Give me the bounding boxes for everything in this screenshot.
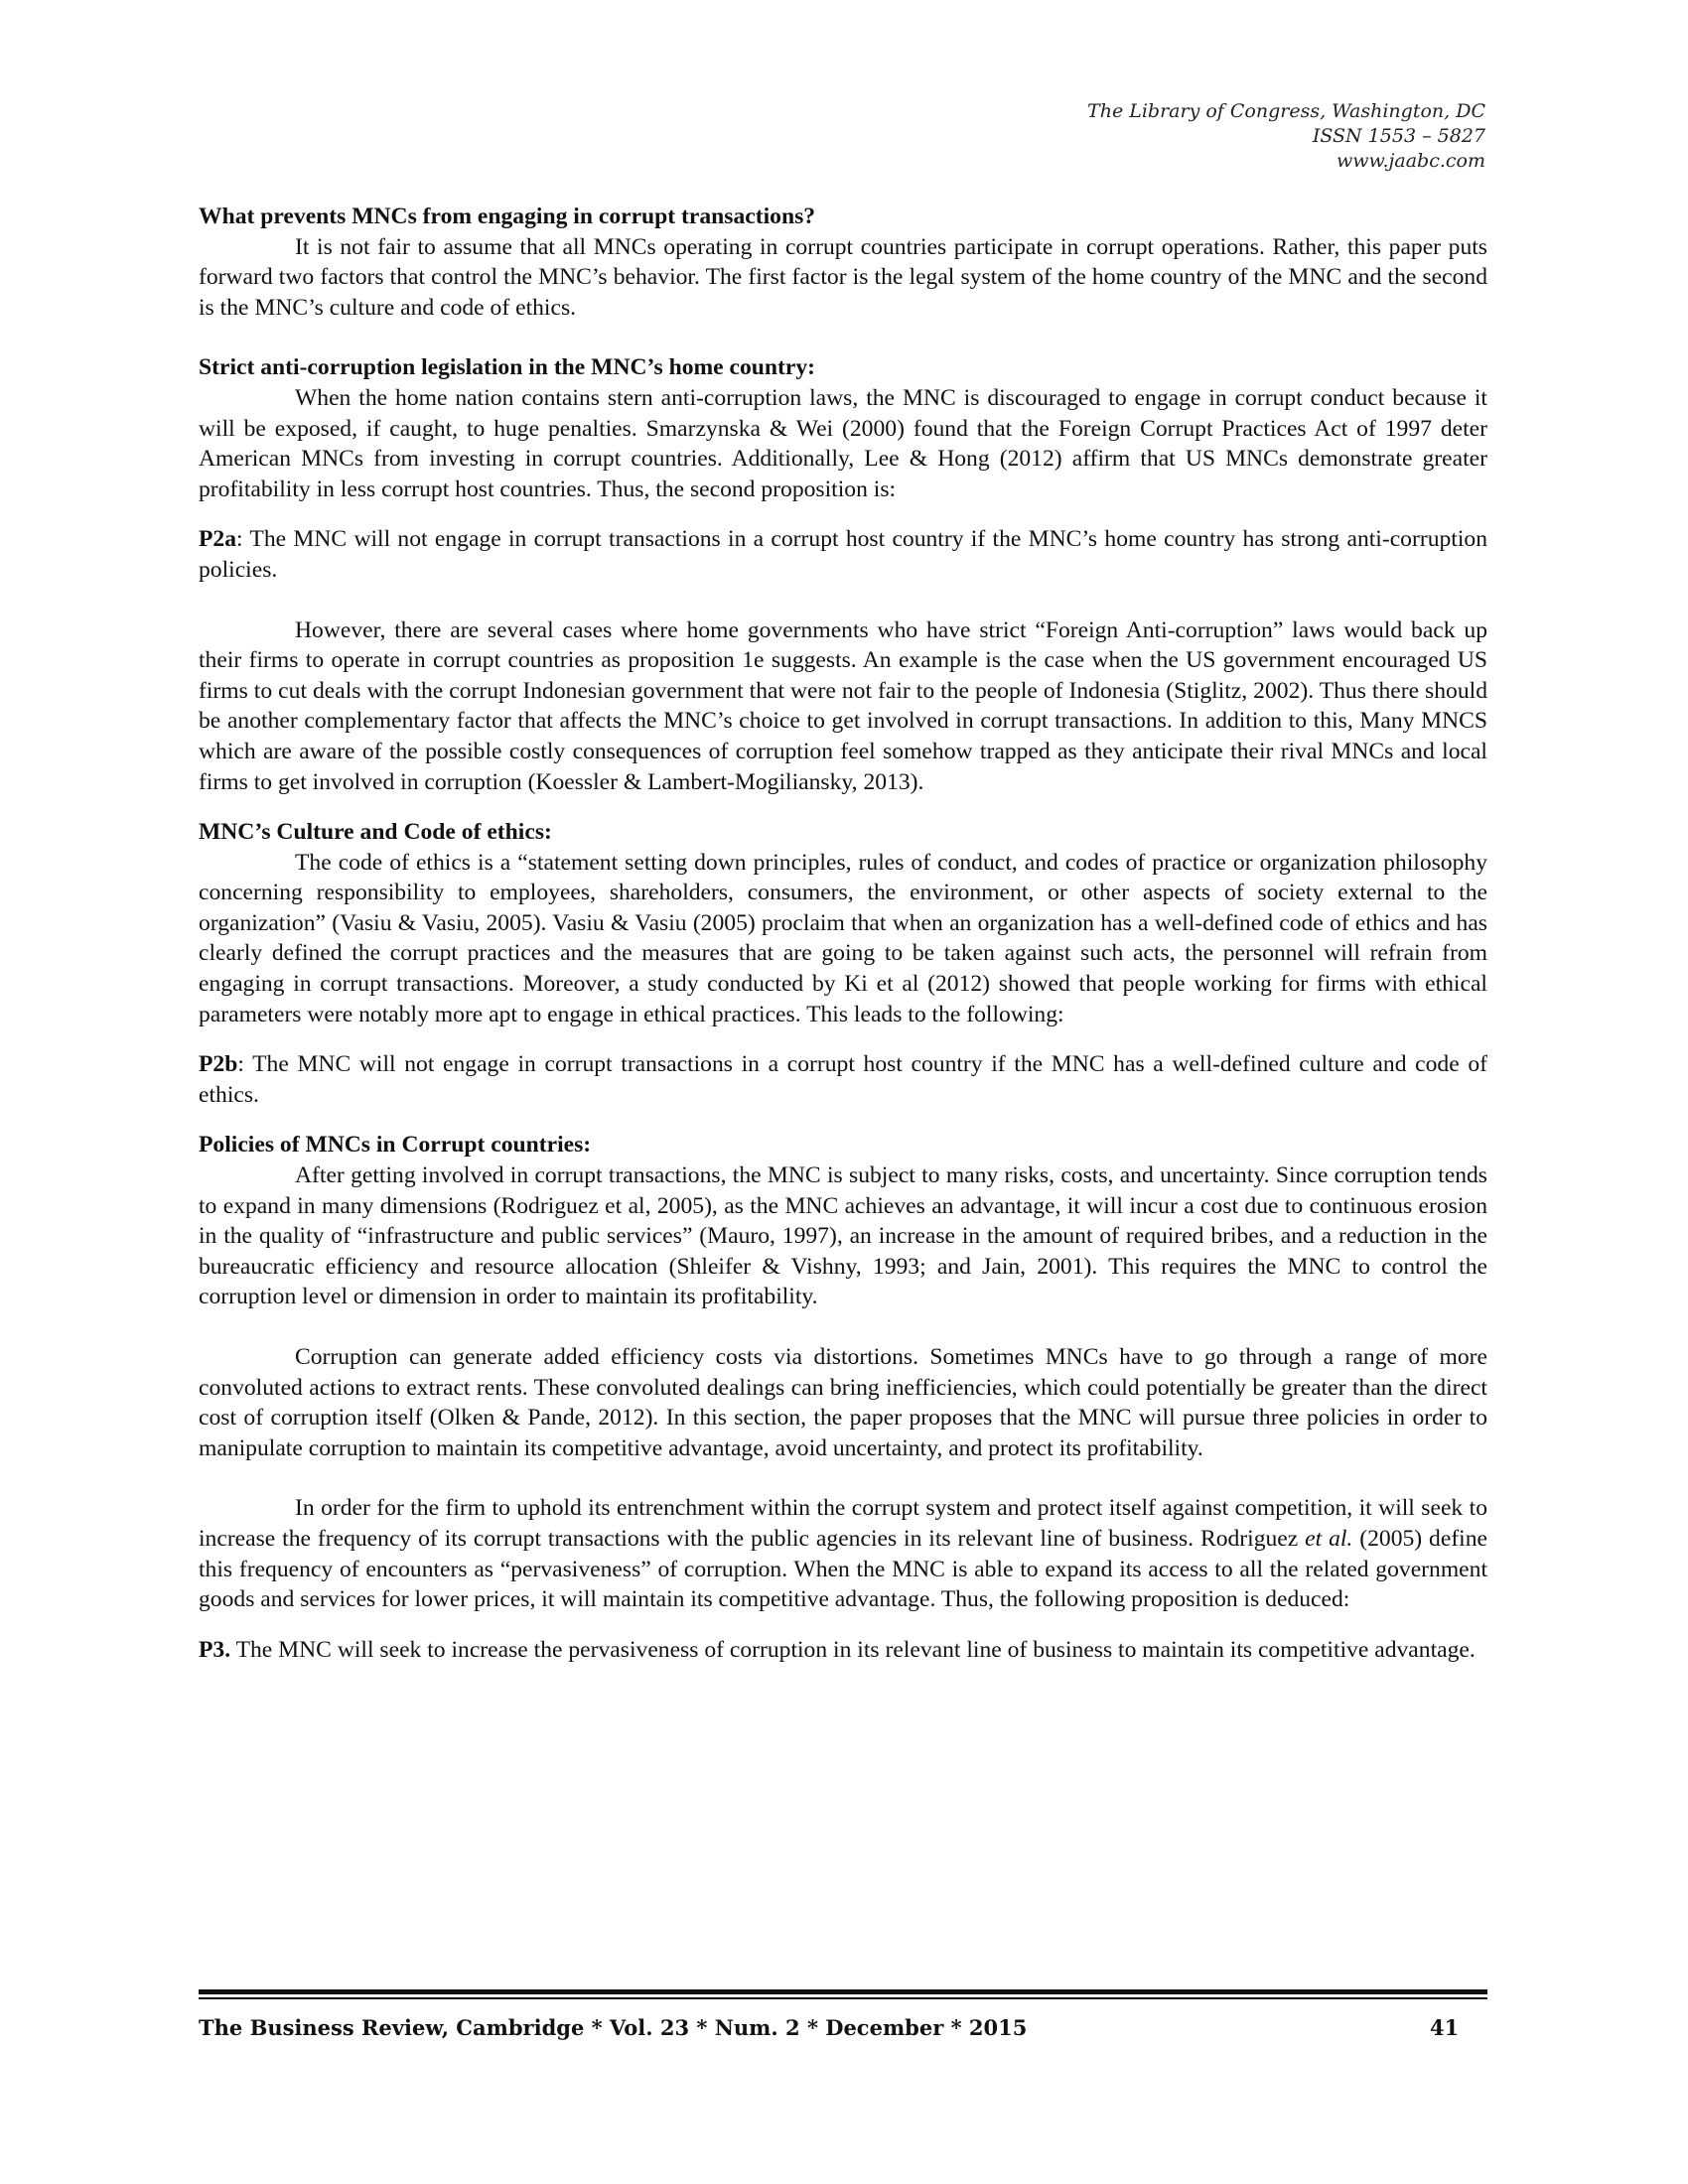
footer-divider-thin (199, 1997, 1487, 1999)
proposition-text: The MNC will seek to increase the pervasiveness of corruption in its relevant line of business to maintain its competitive advantage. (230, 1636, 1476, 1663)
paragraph (199, 1493, 1487, 1614)
footer-journal-info: The Business Review, Cambridge * Vol. 23 * Num. 2 * December * 2015 (199, 2015, 1028, 2040)
paragraph: It is not fair to assume that all MNCs operating in corrupt countries participate in corrupt operations. Rather, this paper puts forward two factors that control the MNC’s behavior. The first factor is the legal system of the home country of the MNC and the second is the MNC’s culture and code of ethics. (199, 233, 1487, 321)
section-heading-prevents: What prevents MNCs from engaging in corrupt transactions? (199, 204, 816, 229)
proposition-label: P2b (199, 1051, 238, 1078)
proposition-label: P3. (199, 1636, 231, 1663)
paragraph-text: In order for the firm to uphold its entrenchment within the corrupt system and protect itself against competition, it will seek to increase the frequency of its corrupt transactions with the public agencies in its relevant line of business. Rodriguez (199, 1495, 1487, 1552)
paragraph: However, there are several cases where home governments who have strict “Foreign Anti-corruption” laws would back up their firms to operate in corrupt countries as proposition 1e suggests. An example is the case when the US government encouraged US firms to cut deals with the corrupt Indonesian government that were not fair to the people of Indonesia (Stiglitz, 2002). Thus there should be another complementary factor that affects the MNC’s choice to get involved in corrupt transactions. In addition to this, Many MNCS which are aware of the possible costly consequences of corruption feel somehow trapped as they anticipate their rival MNCs and local firms to get involved in corruption (Koessler & Lambert-Mogiliansky, 2013). (199, 616, 1487, 795)
proposition-text: : The MNC will not engage in corrupt transactions in a corrupt host country if the MNC’s home country has strong anti-corruption policies. (199, 526, 1487, 583)
paragraph: The code of ethics is a “statement setting down principles, rules of conduct, and codes of practice or organization philosophy concerning responsibility to employees, shareholders, consumers, the environment, or other aspects of society external to the organization” (Vasiu & Vasiu, 2005). Vasiu & Vasiu (2005) proclaim that when an organization has a well-defined code of ethics and has clearly defined the corrupt practices and the measures that are going to be taken against such acts, the personnel will refrain from engaging in corrupt transactions. Moreover, a study conducted by Ki et al (2012) showed that people working for firms with ethical parameters were notably more apt to engage in ethical practices. This leads to the following: (199, 849, 1487, 1027)
proposition-p2b (199, 1049, 1487, 1110)
emphasis-et-al: et al. (1305, 1525, 1353, 1552)
proposition-label: P2a (199, 526, 237, 553)
section-heading-legislation: Strict anti-corruption legislation in the MNC’s home country: (199, 354, 816, 381)
proposition-text: : The MNC will not engage in corrupt transactions in a corrupt host country if the MNC has a well-defined culture and code of ethics. (199, 1051, 1487, 1108)
section-heading-policies: Policies of MNCs in Corrupt countries: (199, 1132, 592, 1159)
page-header (1087, 99, 1485, 174)
paragraph: When the home nation contains stern anti-corruption laws, the MNC is discouraged to engage in corrupt conduct because it will be exposed, if caught, to huge penalties. Smarzynska & Wei (2000) found that the Foreign Corrupt Practices Act of 1997 deter American MNCs from investing in corrupt countries. Additionally, Lee & Hong (2012) affirm that US MNCs demonstrate greater profitability in less corrupt host countries. Thus, the second proposition is: (199, 384, 1487, 502)
section-heading-culture: MNC’s Culture and Code of ethics: (199, 819, 552, 846)
article-body (199, 202, 1487, 1665)
page-number: 41 (1430, 2015, 1460, 2040)
header-website: www.jaabc.com (1336, 150, 1485, 172)
paragraph: Corruption can generate added efficiency costs via distortions. Sometimes MNCs have to go through a range of more convoluted actions to extract rents. These convoluted dealings can bring inefficiencies, which could potentially be greater than the direct cost of corruption itself (Olken & Pande, 2012). In this section, the paper proposes that the MNC will pursue three policies in order to manipulate corruption to maintain its competitive advantage, avoid uncertainty, and protect its profitability. (199, 1344, 1487, 1461)
proposition-p2a (199, 524, 1487, 585)
footer-divider-thick (199, 1989, 1487, 1994)
proposition-p3 (199, 1635, 1487, 1666)
paragraph: After getting involved in corrupt transactions, the MNC is subject to many risks, costs, and uncertainty. Since corruption tends to expand in many dimensions (Rodriguez et al, 2005), as the MNC achieves an advantage, it will incur a cost due to continuous erosion in the quality of “infrastructure and public services” (Mauro, 1997), an increase in the amount of required bribes, and a reduction in the bureaucratic efficiency and resource allocation (Shleifer & Vishny, 1993; and Jain, 2001). This requires the MNC to control the corruption level or dimension in order to maintain its profitability. (199, 1162, 1487, 1310)
header-issn: ISSN 1553 – 5827 (1312, 125, 1485, 147)
header-publisher: The Library of Congress, Washington, DC (1087, 100, 1485, 122)
paragraph-text: (2005) define this frequency of encounters as “pervasiveness” of corruption. When the MNC is able to expand its access to all the related government goods and services for lower prices, it will maintain its competitive advantage. Thus, the following proposition is deduced: (199, 1525, 1487, 1613)
